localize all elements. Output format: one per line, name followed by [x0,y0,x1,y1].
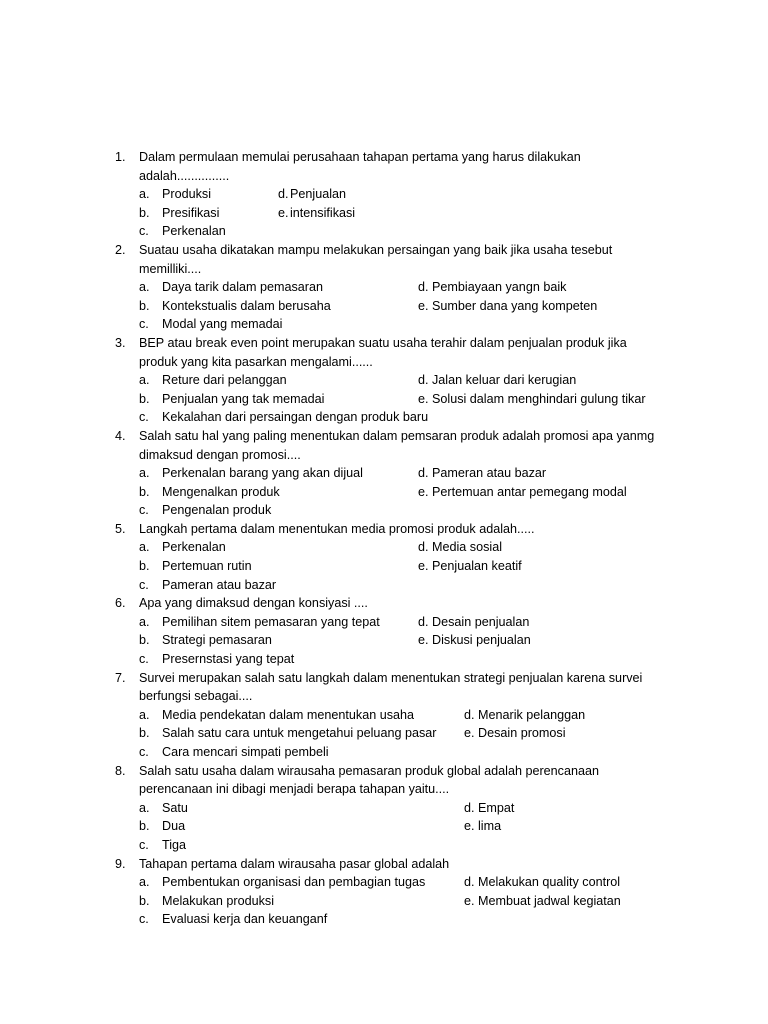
question-item [0,669,768,762]
option-text: Satu [162,800,188,815]
option-text: Tiga [162,837,187,852]
question-item [0,855,768,929]
option-text: intensifikasi [290,205,356,220]
option-text: Penjualan keatif [432,559,522,574]
option-row [0,817,768,836]
question-line [0,762,768,781]
question-text: Survei merupakan salah satu langkah dalam menentukan strategi penjualan karena survei [139,670,643,685]
option-text: Daya tarik dalam pemasaran [162,280,323,295]
option-text: Diskusi penjualan [432,633,531,648]
option-letter: b. [139,726,150,741]
option-text: Pertemuan antar pemegang modal [432,484,627,499]
option-text: Solusi dalam menghindari gulung tikar [432,391,646,406]
question-text: Tahapan pertama dalam wirausaha pasar global adalah [139,856,450,871]
question-text: Apa yang dimaksud dengan konsiyasi .... [139,596,368,611]
option-letter: e. [418,298,429,313]
question-line [0,427,768,446]
option-text: Perkenalan barang yang akan dijual [162,466,363,481]
question-number: 8. [115,763,126,778]
option-text: Kontekstualis dalam berusaha [162,298,331,313]
option-text: Melakukan produksi [162,893,275,908]
question-item [0,520,768,594]
option-row [0,892,768,911]
option-letter: b. [139,819,150,834]
question-text: Dalam permulaan memulai perusahaan tahapan pertama yang harus dilakukan [139,150,581,164]
option-row [0,315,768,334]
option-row [0,538,768,557]
option-text: Kekalahan dari persaingan dengan produk baru [162,410,429,425]
option-letter: b. [139,633,150,648]
option-letter: e. [418,484,429,499]
option-text: Media pendekatan dalam menentukan usaha [162,707,415,722]
option-text: Pameran atau bazar [432,466,547,481]
question-number: 1. [115,150,126,164]
option-row [0,576,768,595]
option-text: Perkenalan [162,540,226,555]
question-text: perencanaan ini dibagi menjadi berapa tahapan yaitu.... [139,782,450,797]
question-line [0,520,768,539]
option-letter: a. [139,614,150,629]
option-letter: a. [139,540,150,555]
option-letter: e. [464,726,475,741]
option-row [0,613,768,632]
option-row [0,557,768,576]
option-row [0,799,768,818]
question-line [0,687,768,706]
option-letter: d. [418,373,429,388]
option-row [0,390,768,409]
option-letter: d. [418,614,429,629]
option-row [0,185,768,204]
option-text: Sumber dana yang kompeten [432,298,598,313]
option-letter: c. [139,837,149,852]
question-number: 5. [115,521,126,536]
option-row [0,910,768,929]
question-line [0,241,768,260]
option-text: Empat [478,800,515,815]
question-text: Salah satu hal yang paling menentukan dalam pemsaran produk adalah promosi apa yanmg [139,428,655,443]
question-text: memilliki.... [139,261,202,276]
option-text: Pemilihan sitem pemasaran yang tepat [162,614,380,629]
option-text: Jalan keluar dari kerugian [432,373,577,388]
option-letter: d. [418,466,429,481]
option-row [0,408,768,427]
option-letter: c. [139,410,149,425]
question-line [0,148,768,167]
option-text: Perkenalan [162,224,226,239]
option-letter: c. [139,503,149,518]
option-text: Pameran atau bazar [162,577,277,592]
option-text: Salah satu cara untuk mengetahui peluang pasar [162,726,437,741]
option-row [0,706,768,725]
question-text: produk yang kita pasarkan mengalami...... [139,354,373,369]
question-item [0,148,768,241]
question-item [0,594,768,668]
option-letter: e. [418,391,429,406]
question-text: Salah satu usaha dalam wirausaha pemasaran produk global adalah perencanaan [139,763,599,778]
option-letter: c. [139,577,149,592]
option-letter: d. [464,875,475,890]
option-text: Pengenalan produk [162,503,272,518]
option-letter: d. [278,187,289,202]
question-list [0,148,768,929]
option-letter: e. [278,205,289,220]
question-text: Langkah pertama dalam menentukan media promosi produk adalah..... [139,521,535,536]
option-row [0,204,768,223]
question-item [0,762,768,855]
option-letter: b. [139,484,150,499]
question-line [0,334,768,353]
option-text: Reture dari pelanggan [162,373,287,388]
option-letter: a. [139,373,150,388]
question-text: adalah............... [139,168,230,183]
option-text: Mengenalkan produk [162,484,280,499]
option-letter: e. [418,559,429,574]
option-letter: b. [139,893,150,908]
question-line [0,446,768,465]
option-row [0,297,768,316]
question-text: BEP atau break even point merupakan suatu usaha terahir dalam penjualan produk jika [139,335,627,350]
option-text: Penjualan [290,187,347,202]
option-letter: a. [139,707,150,722]
option-letter: b. [139,205,150,220]
option-text: Pembentukan organisasi dan pembagian tugas [162,875,426,890]
option-text: Presernstasi yang tepat [162,652,295,667]
question-number: 7. [115,670,126,685]
option-letter: b. [139,391,150,406]
option-letter: d. [418,280,429,295]
option-text: lima [478,819,502,834]
option-row [0,650,768,669]
option-letter: c. [139,224,149,239]
option-letter: e. [418,633,429,648]
option-letter: c. [139,652,149,667]
option-text: Modal yang memadai [162,317,283,332]
option-letter: b. [139,298,150,313]
option-text: Membuat jadwal kegiatan [478,893,621,908]
question-line [0,594,768,613]
question-number: 4. [115,428,126,443]
question-text: dimaksud dengan promosi.... [139,447,301,462]
option-letter: d. [464,707,475,722]
option-text: Dua [162,819,186,834]
option-letter: b. [139,559,150,574]
option-row [0,278,768,297]
option-letter: e. [464,893,475,908]
question-text: berfungsi sebagai.... [139,689,253,704]
option-letter: a. [139,280,150,295]
question-number: 9. [115,856,126,871]
option-letter: c. [139,912,149,927]
option-text: Strategi pemasaran [162,633,272,648]
option-text: Pembiayaan yangn baik [432,280,567,295]
option-text: Menarik pelanggan [478,707,586,722]
option-row [0,743,768,762]
option-row [0,501,768,520]
question-number: 2. [115,242,126,257]
option-letter: a. [139,800,150,815]
option-row [0,464,768,483]
option-letter: d. [464,800,475,815]
option-text: Desain promosi [478,726,566,741]
question-line [0,780,768,799]
option-letter: a. [139,187,150,202]
question-number: 6. [115,596,126,611]
option-text: Produksi [162,187,211,202]
option-text: Pertemuan rutin [162,559,252,574]
option-text: Melakukan quality control [478,875,621,890]
question-item [0,241,768,334]
question-line [0,855,768,874]
question-item [0,334,768,427]
option-row [0,222,768,241]
option-text: Media sosial [432,540,502,555]
option-row [0,631,768,650]
option-row [0,873,768,892]
question-item [0,427,768,520]
option-letter: c. [139,745,149,759]
question-line [0,260,768,279]
option-text: Presifikasi [162,205,220,220]
option-letter: d. [418,540,429,555]
option-row [0,483,768,502]
option-letter: e. [464,819,475,834]
option-text: Cara mencari simpati pembeli [162,745,329,759]
question-line [0,167,768,186]
option-text: Desain penjualan [432,614,530,629]
option-row [0,836,768,855]
question-line [0,669,768,688]
option-text: Evaluasi kerja dan keuanganf [162,912,328,927]
option-text: Penjualan yang tak memadai [162,391,325,406]
option-letter: a. [139,466,150,481]
question-line [0,353,768,372]
option-letter: a. [139,875,150,890]
option-row [0,724,768,743]
option-letter: c. [139,317,149,332]
question-text: Suatau usaha dikatakan mampu melakukan persaingan yang baik jika usaha tesebut [139,242,613,257]
question-number: 3. [115,335,126,350]
option-row [0,371,768,390]
